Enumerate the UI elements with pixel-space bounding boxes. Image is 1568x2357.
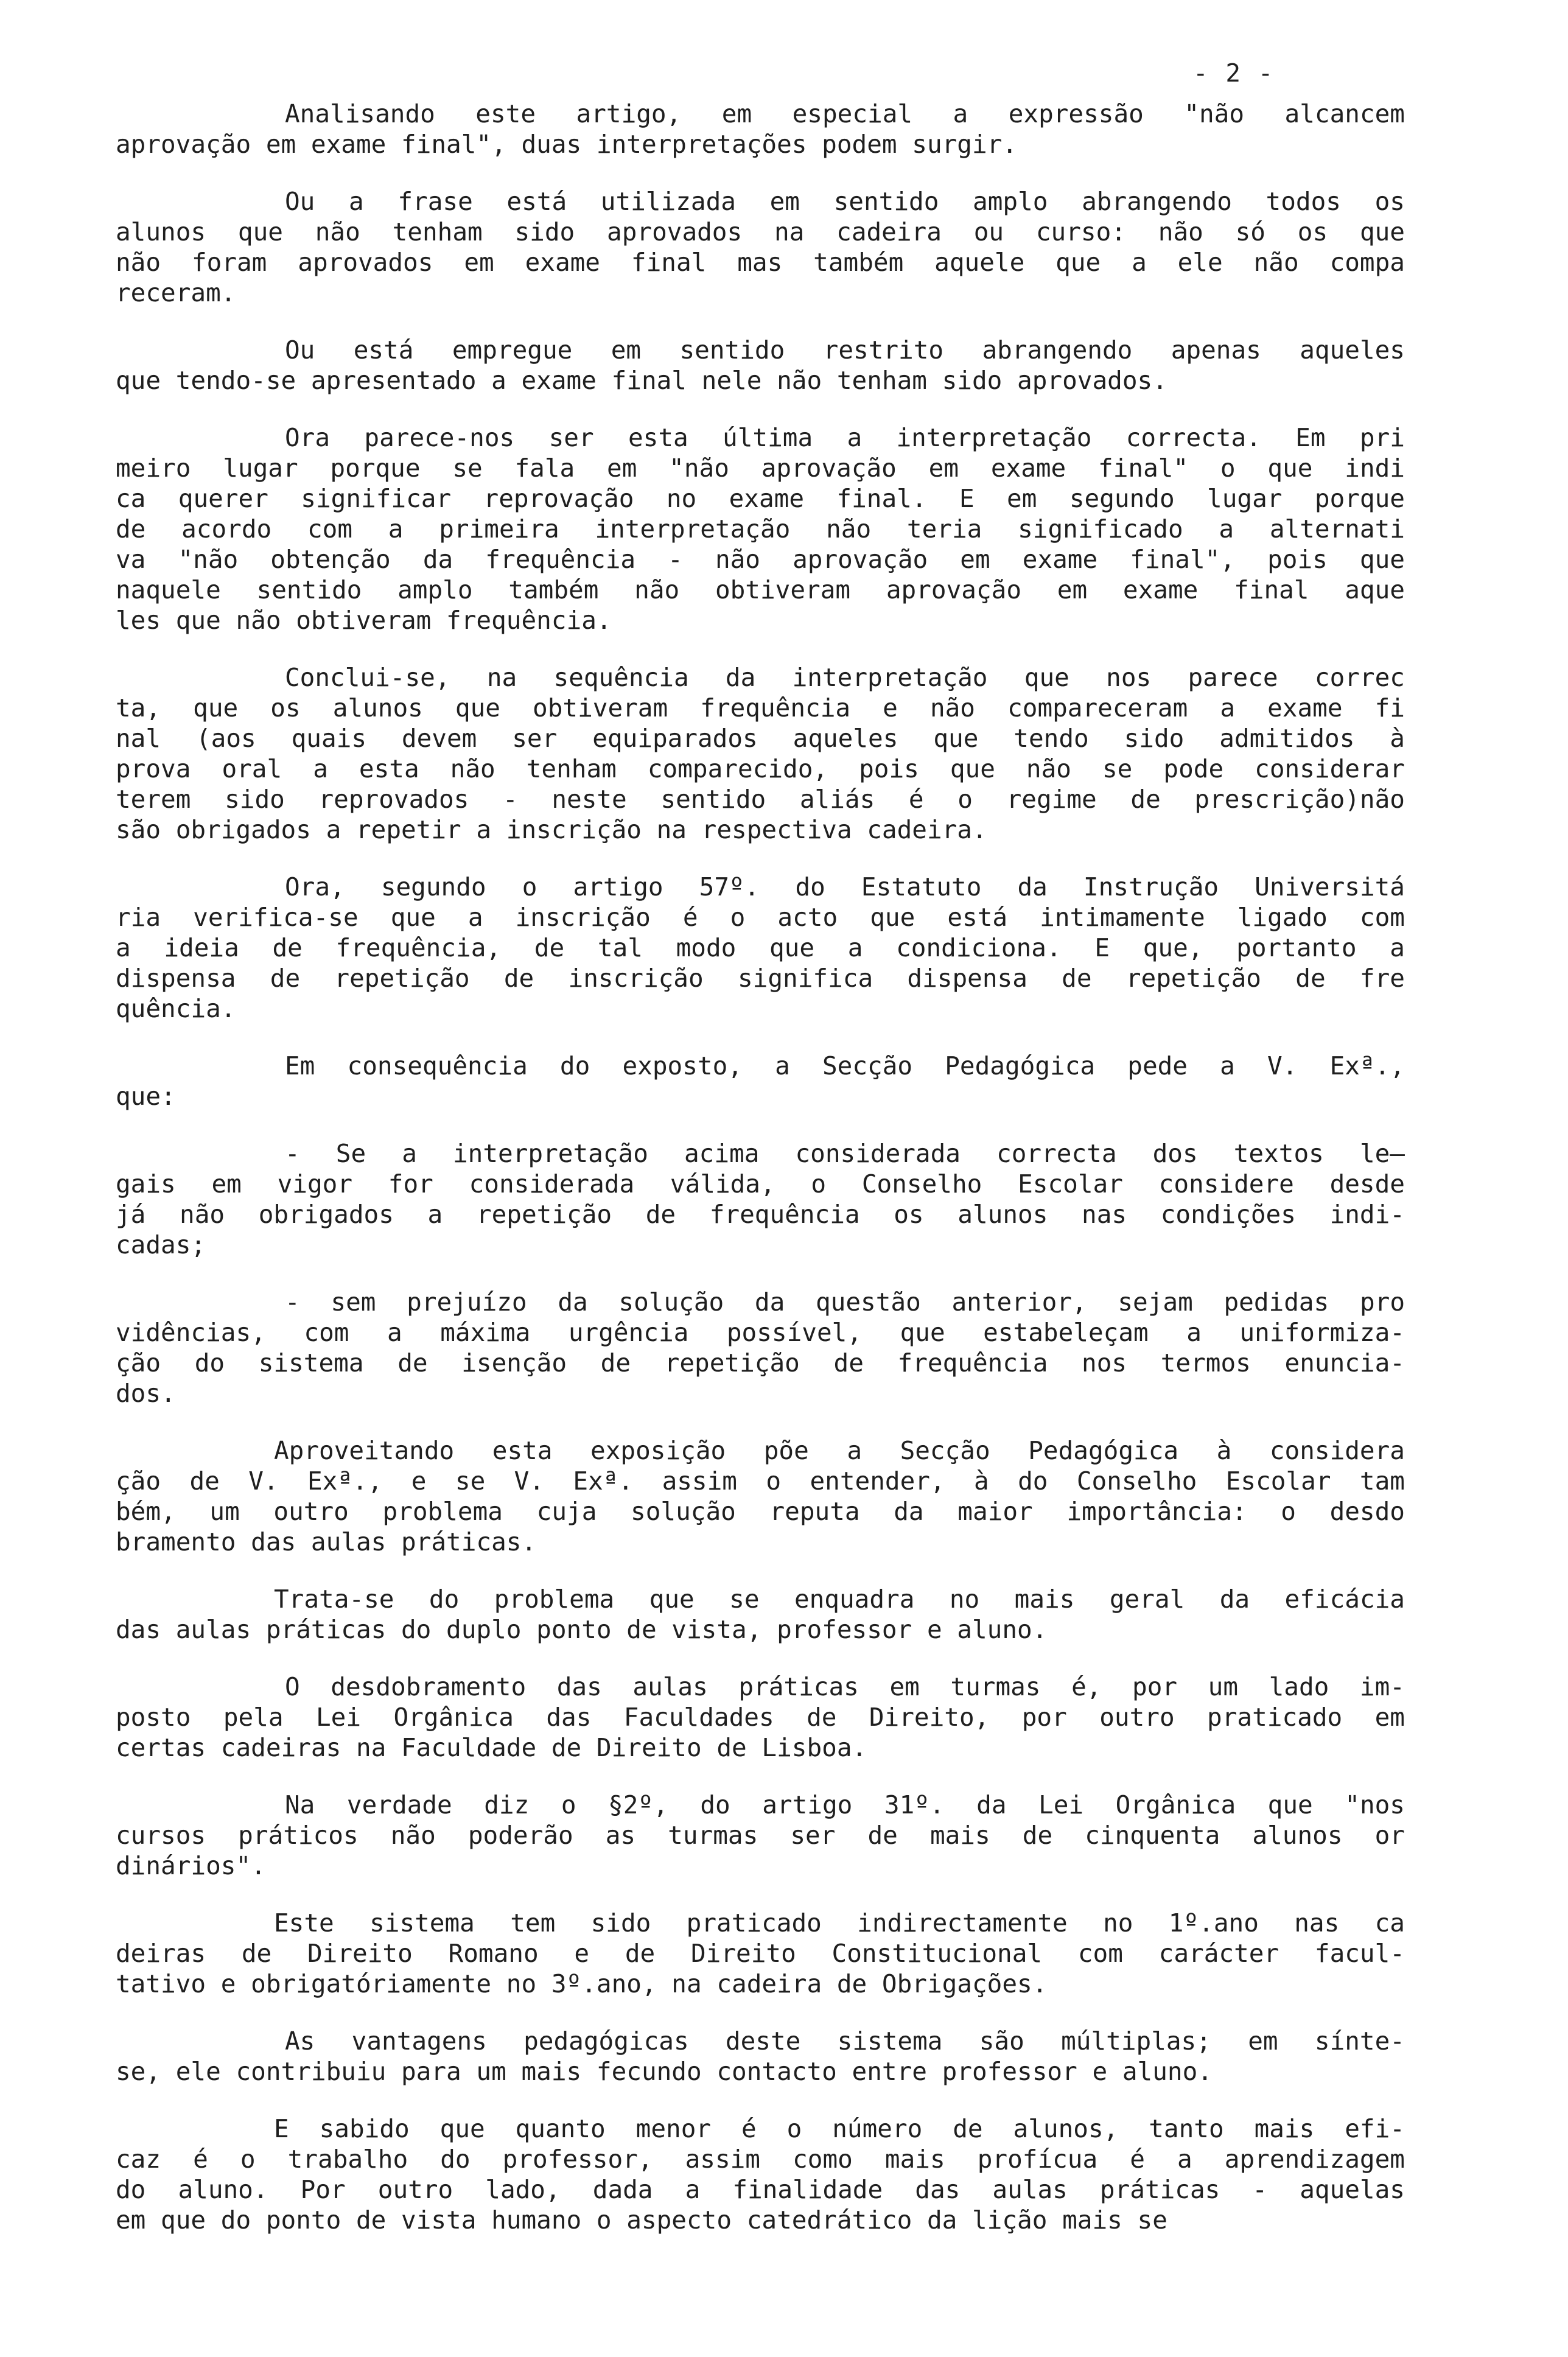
text-line: vidências, com a máxima urgência possível, que estabeleçam a uniformiza- [116,1318,1405,1347]
text-line: ria verifica-se que a inscrição é o acto que está intimamente ligado com [116,903,1405,932]
text-line: O desdobramento das aulas práticas em turmas é, por um lado im- [285,1672,1405,1701]
paragraph [116,422,1405,636]
text-line: ta, que os alunos que obtiveram frequência e não compareceram a exame fi [116,693,1405,723]
text-line: Em consequência do exposto, a Secção Pedagógica pede a V. Exª., [285,1051,1405,1080]
paragraph [116,1435,1405,1557]
text-line: que tendo-se apresentado a exame final nele não tenham sido aprovados. [116,366,1167,395]
paragraph [116,1672,1405,1763]
text-line: Analisando este artigo, em especial a expressão "não alcancem [285,99,1405,128]
paragraph [116,2114,1405,2235]
text-line: gais em vigor for considerada válida, o Conselho Escolar considere desde [116,1169,1405,1199]
text-line: receram. [116,278,236,307]
text-line: são obrigados a repetir a inscrição na respectiva cadeira. [116,815,987,844]
text-line: posto pela Lei Orgânica das Faculdades de Direito, por outro praticado em [116,1703,1405,1732]
text-line: Ora, segundo o artigo 57º. do Estatuto da Instrução Universitá [285,872,1405,902]
paragraph [116,335,1405,396]
text-line: aprovação em exame final", duas interpretações podem surgir. [116,130,1018,159]
text-line: Trata-se do problema que se enquadra no mais geral da eficácia [274,1585,1405,1614]
text-line: ção do sistema de isenção de repetição de frequência nos termos enuncia- [116,1348,1405,1378]
text-line: dos. [116,1379,176,1408]
paragraph [116,1138,1405,1260]
text-line: das aulas práticas do duplo ponto de vista, professor e aluno. [116,1615,1048,1644]
text-line: dinários". [116,1851,266,1880]
text-line: já não obrigados a repetição de frequência os alunos nas condições indi- [116,1200,1405,1229]
text-line: terem sido reprovados - neste sentido aliás é o regime de prescrição)não [116,785,1405,814]
paragraph [116,1287,1405,1409]
text-line: deiras de Direito Romano e de Direito Constitucional com carácter facul- [116,1939,1405,1968]
text-line: tativo e obrigatóriamente no 3º.ano, na cadeira de Obrigações. [116,1969,1048,1998]
text-line: les que não obtiveram frequência. [116,606,612,635]
paragraph [116,99,1405,159]
text-line: nal (aos quais devem ser equiparados aqueles que tendo sido admitidos à [116,724,1405,753]
paragraph [116,2026,1405,2087]
text-line: Ou a frase está utilizada em sentido amplo abrangendo todos os [285,187,1405,216]
text-line: certas cadeiras na Faculdade de Direito de Lisboa. [116,1733,867,1762]
page-number: - 2 - [1193,58,1275,88]
text-line: de acordo com a primeira interpretação não teria significado a alternati [116,514,1405,544]
text-line: Na verdade diz o §2º, do artigo 31º. da Lei Orgânica que "nos [285,1790,1405,1819]
text-line: bramento das aulas práticas. [116,1527,537,1557]
text-line: a ideia de frequência, de tal modo que a condiciona. E que, portanto a [116,933,1405,962]
text-line: - Se a interpretação acima considerada correcta dos textos le— [285,1139,1405,1168]
text-line: cursos práticos não poderão as turmas ser de mais de cinquenta alunos or [116,1821,1405,1850]
text-line: meiro lugar porque se fala em "não aprovação em exame final" o que indi [116,454,1405,483]
text-line: ca querer significar reprovação no exame final. E em segundo lugar porque [116,484,1405,513]
text-line: caz é o trabalho do professor, assim como mais profícua é a aprendizagem [116,2145,1405,2174]
paragraph [116,662,1405,845]
paragraph [116,1908,1405,1999]
text-line: ção de V. Exª., e se V. Exª. assim o entender, à do Conselho Escolar tam [116,1466,1405,1496]
text-line: prova oral a esta não tenham comparecido, pois que não se pode considerar [116,754,1405,783]
paragraph [116,872,1405,1024]
text-line: va "não obtenção da frequência - não aprovação em exame final", pois que [116,545,1405,574]
text-line: Este sistema tem sido praticado indirectamente no 1º.ano nas ca [274,1908,1405,1938]
text-line: Aproveitando esta exposição põe a Secção Pedagógica à considera [274,1436,1405,1465]
paragraph [116,1790,1405,1881]
text-line: dispensa de repetição de inscrição significa dispensa de repetição de fre [116,964,1405,993]
text-line: em que do ponto de vista humano o aspecto catedrático da lição mais se [116,2205,1167,2235]
document-body [116,99,1405,2262]
paragraph [116,186,1405,308]
text-line: do aluno. Por outro lado, dada a finalidade das aulas práticas - aquelas [116,2175,1405,2204]
text-line: não foram aprovados em exame final mas também aquele que a ele não compa [116,248,1405,277]
text-line: que: [116,1082,176,1111]
text-line: naquele sentido amplo também não obtiveram aprovação em exame final aque [116,575,1405,604]
text-line: Ou está empregue em sentido restrito abrangendo apenas aqueles [285,335,1405,365]
text-line: - sem prejuízo da solução da questão anterior, sejam pedidas pro [285,1287,1405,1317]
text-line: cadas; [116,1230,206,1259]
text-line: se, ele contribuiu para um mais fecundo contacto entre professor e aluno. [116,2057,1213,2086]
text-line: E sabido que quanto menor é o número de alunos, tanto mais efi- [274,2114,1405,2143]
text-line: Ora parece-nos ser esta última a interpretação correcta. Em pri [285,423,1405,452]
text-line: quência. [116,994,236,1023]
paragraph [116,1584,1405,1645]
text-line: bém, um outro problema cuja solução reputa da maior importância: o desdo [116,1497,1405,1526]
text-line: Conclui-se, na sequência da interpretação que nos parece correc [285,663,1405,692]
text-line: alunos que não tenham sido aprovados na cadeira ou curso: não só os que [116,217,1405,247]
text-line: As vantagens pedagógicas deste sistema são múltiplas; em sínte- [285,2026,1405,2056]
paragraph [116,1051,1405,1112]
